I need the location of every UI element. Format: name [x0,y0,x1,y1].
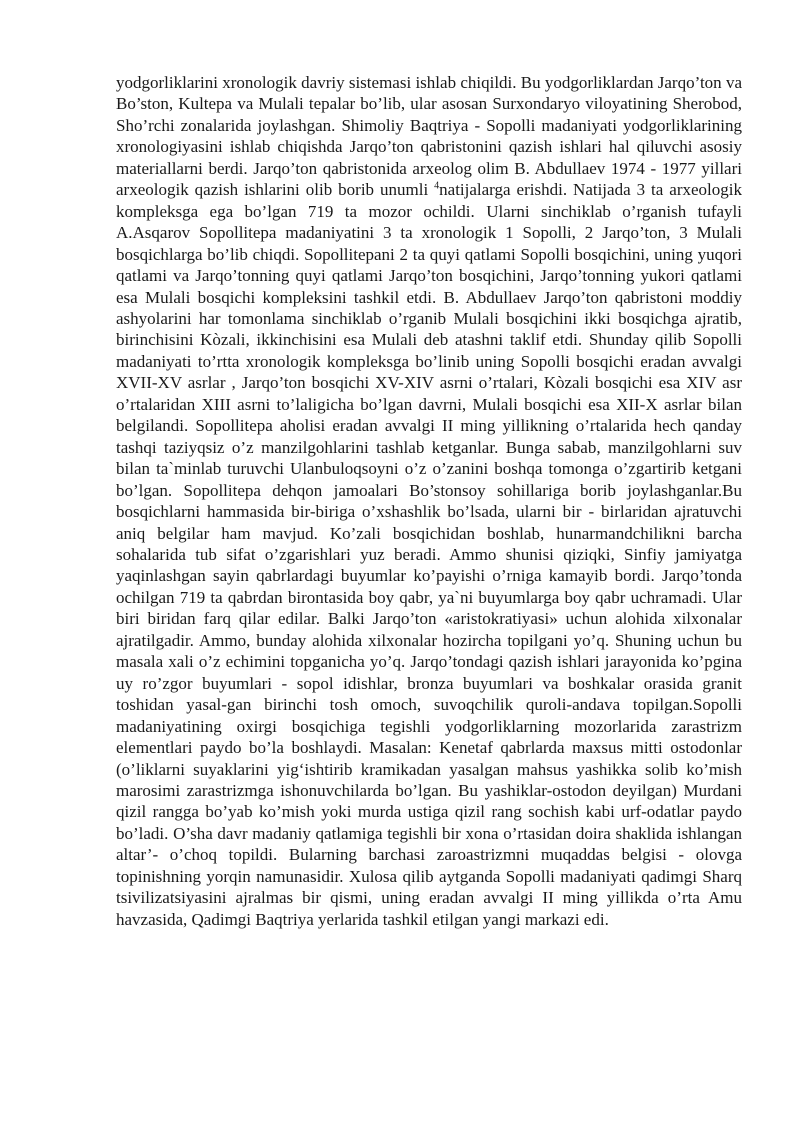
paragraph-text-after-footnote: natijalarga erishdi. Natijada 3 ta arxeologik kompleksga ega bo’lgan 719 ta mozor ochildi. Ularni sinchiklab o’rganish tufayli A.Asqarov Sopollitepa madaniyatini 3 ta xronologik 1 Sopolli, 2 Jarqo’ton, 3 Mulali bosqichlarga bo’lib chiqdi. Sopollitepani 2 ta quyi qatlami Sopolli bosqichini, uning yuqori qatlami va Jarqo’tonning quyi qatlami Jarqo’ton bosqichini, Jarqo’tonning yukori qatlami esa Mulali bosqichi kompleksini tashkil etdi. B. Abdullaev Jarqo’ton qabristoni moddiy ashyolarini har tomonlama sinchiklab o’rganib Mulali bosqichini ikki bosqichga ajratib, birinchisini Kòzali, ikkinchisini esa Mulali deb atashni taklif etdi. Shunday qilib Sopolli madaniyati to’rtta xronologik kompleksga bo’linib uning Sopolli bosqichi eradan avvalgi XVII-XV asrlar , Jarqo’ton bosqichi XV-XIV asrni o’rtalari, Kòzali bosqichi esa XIV asr o’rtalaridan XIII asrni to’laligicha bo’lgan davrni, Mulali bosqichi esa XII-X asrlar bilan belgilandi. Sopollitepa aholisi eradan avvalgi II ming yillikning o’rtalarida hech qanday tashqi taziyqsiz o’z manzilgohlarini tashlab ketganlar. Bunga sabab, manzilgohlarni suv bilan ta`minlab turuvchi Ulanbuloqsoyni o’z o’zanini boshqa tomonga o’zgartirib ketgani bo’lgan. Sopollitepa dehqon jamoalari Bo’stonsoy sohillariga borib joylashganlar.Bu bosqichlarni hammasida bir-biriga o’xshashlik bo’lsada, ularni bir - birlaridan ajratuvchi aniq belgilar ham mavjud. Ko’zali bosqichidan boshlab, hunarmandchilikni barcha sohalarida tub sifat o’zgarishlari yuz beradi. Ammo shunisi qiziqki, Sinfiy jamiyatga yaqinlashgan sayin qabrlardagi buyumlar ko’payishi o’rniga kamayib bordi. Jarqo’tonda ochilgan 719 ta qabrdan birontasida boy qabr, ya`ni buyumlarga boy qabr uchramadi. Ular biri biridan farq qilar edilar. Balki Jarqo’ton «aristokratiyasi» uchun alohida xilxonalar ajratilgadir. Ammo, bunday alohida xilxonalar hozircha topilgani yo’q. Shuning uchun bu masala xali o’z echimini topganicha yo’q. Jarqo’tondagi qazish ishlari jarayonida ko’pgina uy ro’zgor buyumlari - sopol idishlar, bronza buyumlari va boshkalar orasida granit toshidan yasal-gan birinchi tosh omoch, suvoqchilik quroli-andava topilgan.Sopolli madaniyatining oxirgi bosqichiga tegishli yodgorliklarning mozorlarida zarastrizm elementlari paydo bo’la boshlaydi. Masalan: Kenetaf qabrlarda maxsus mitti ostodonlar (o’liklarni suyaklarini yig‘ishtirib kramikadan yasalgan mahsus yashikka solib ko’mish marosimi zarastrizmga ishonuvchilarda bo’lgan. Bu yashiklar-ostodon deyilgan) Murdani qizil rangga bo’yab ko’mish yoki murda ustiga qizil rang sochish kabi urf-odatlar paydo bo’ladi. O’sha davr madaniy qatlamiga tegishli bir xona o’rtasidan doira shaklida ishlangan altar’- o’choq topildi. Bularning barchasi zaroastrizmni muqaddas belgisi - olovga topinishning yorqin namunasidir. Xulosa qilib aytganda Sopolli madaniyati qadimgi Sharq tsivilizatsiyasini ajralmas bir qismi, uning eradan avvalgi II ming yillikda o’rta Amu havzasida, Qadimgi Baqtriya yerlarida tashkil etilgan yangi markazi edi. [116,180,742,929]
paragraph-text-before-footnote: yodgorliklarini xronologik davriy sistemasi ishlab chiqildi. Bu yodgorliklardan Jarqo’ton va Bo’ston, Kultepa va Mulali tepalar bo’lib, ular asosan Surxondaryo viloyatining Sherobod, Sho’rchi zonalarida joylashgan. Shimoliy Baqtriya - Sopolli madaniyati yodgorliklarining xronologiyasini ishlab chiqishda Jarqo’ton qabristonini qazish ishlari hal qiluvchi asosiy materiallarni berdi. Jarqo’ton qabristonida arxeolog olim B. Abdullaev 1974 - 1977 yillari arxeologik qazish ishlarini olib borib unumli [116,73,742,200]
body-paragraph [116,72,742,930]
footnote-marker[interactable]: 4 [434,180,440,192]
document-page [116,72,742,930]
